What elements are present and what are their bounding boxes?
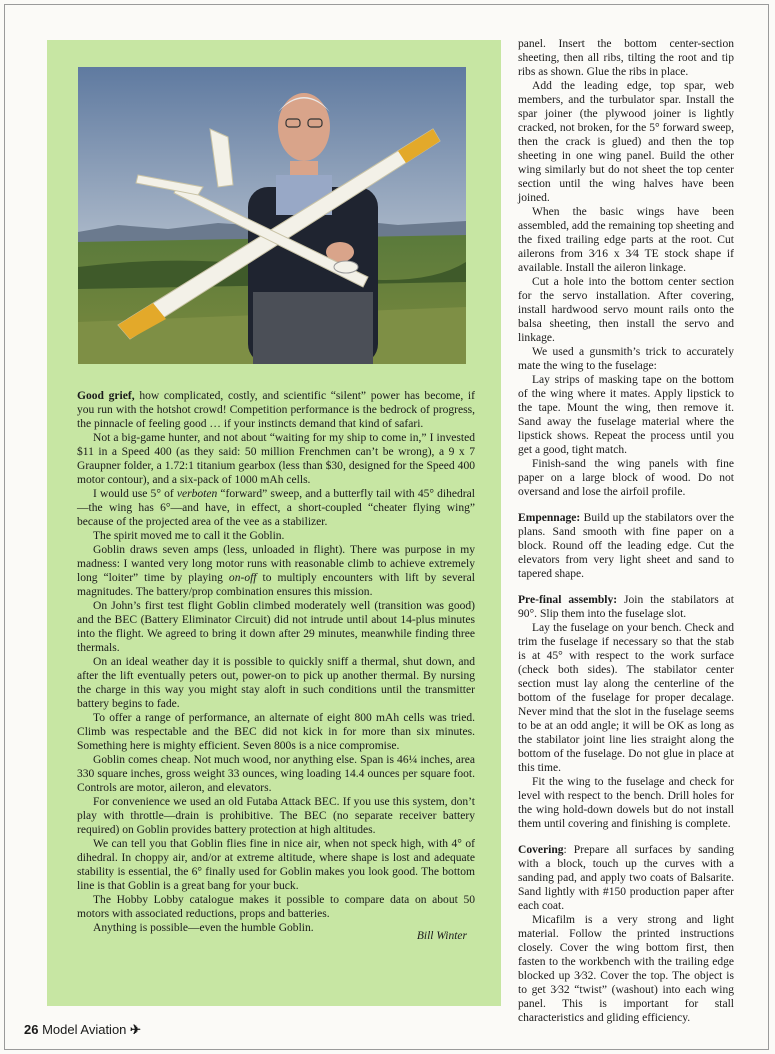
instruction-paragraph: Fit the wing to the fuselage and check for level with respect to the bench. Drill holes for the wing hold-down dowels but do not install them until covering and finishing is complete. [518,776,734,830]
byline: Bill Winter [416,930,467,942]
instruction-paragraph: Finish-sand the wing panels with fine paper on a large block of wood. Do not oversand and lose the airfoil profile. [518,458,734,498]
italic-term: on-off [228,572,257,584]
article-paragraph: The spirit moved me to call it the Goblin. [93,530,285,542]
article-paragraph: For convenience we used an old Futaba Attack BEC. If you use this system, don’t play with throttle—drain is prohibitive. The BEC (no separate receiver battery required) on Goblin provides battery protection at high altitudes. [77,796,475,836]
article-paragraph: I would use 5° of verboten “forward” sweep, and a butterfly tail with 45° dihedral—the wing has 6°—and have, in effect, a short-coupled “cheater flying wing” because of the projected area of the vee as a stabilizer. [77,488,475,528]
photo-illustration [78,67,466,364]
page-footer [24,1022,141,1038]
instruction-paragraph: panel. Insert the bottom center-section sheeting, then all ribs, tilting the root and tip ribs as shown. Glue the ribs in place. [518,38,734,78]
sidebar-box [47,40,501,1006]
page-number: 26 [24,1022,39,1037]
article-paragraph: The Hobby Lobby catalogue makes it possible to compare data on about 50 motors with associated reductions, props and batteries. [77,894,475,920]
section-heading: Pre-final assembly: [518,594,618,606]
article-paragraph: Good grief, how complicated, costly, and scientific “silent” power has become, if you run with the hotshot crowd! Competition performance is the bedrock of progress, the pinnacle of feeling good … if your instincts demand that kind of safari. [77,390,475,430]
instruction-paragraph: Add the leading edge, top spar, web members, and the turbulator spar. Install the spar joiner (the plywood joiner is lightly cracked, not broken, for the 5° forward sweep, then the crack is glued) and then the top sheeting in one wing panel. Build the other wing similarly but do not sheet the top center section until the wing halves have been joined. [518,80,734,204]
magazine-name: Model Aviation [42,1022,127,1037]
section-heading: Covering [518,844,564,856]
section-empennage: Empennage: Build up the stabilators over the plans. Sand smooth with fine paper on a block. Round off the leading edge. Cut the elevators from very light sheet and sand to tapered shape. [518,512,734,580]
italic-term: verboten [176,488,218,500]
instruction-paragraph: Micafilm is a very strong and light material. Follow the printed instructions closely. Cover the wing bottom first, then fasten to the workbench with the trailing edge blocked up 3⁄32. Cover the top. The object is to get 3⁄32 “twist” (washout) into each wing panel. This is important for stall characteristics and gliding efficiency. [518,914,734,1024]
section-heading: Empennage: [518,512,581,524]
instruction-paragraph: We used a gunsmith’s trick to accurately mate the wing to the fuselage: [518,346,734,372]
section-covering: Covering: Prepare all surfaces by sanding with a block, touch up the curves with a sanding pad, and apply two coats of Balsarite. Sand lightly with #150 production paper after each coat. [518,844,734,912]
article-paragraph: Not a big-game hunter, and not about “waiting for my ship to come in,” I invested $11 in a Speed 400 (as they said: 50 million Frenchmen can’t be wrong), a 9 x 7 Graupner folder, a 1.72:1 titanium gearbox (less than $30, designed for the Speed 400 motor contour), and a six-pack of 1000 mAh cells. [77,432,475,486]
article-paragraph: On John’s first test flight Goblin climbed moderately well (transition was good) and the BEC (Battery Eliminator Circuit) did not intrude until about 14-plus minutes into the flight. We agreed to bring it down after 29 minutes, meanwhile finding three thermals. [77,600,475,654]
plane-arrow-icon: ✈ [130,1022,141,1037]
lead-in: Good grief, [77,390,135,402]
instructions-column [518,37,734,1025]
article-paragraph: Goblin comes cheap. Not much wood, nor anything else. Span is 46¼ inches, area 330 square inches, gross weight 33 ounces, wing loading 14.4 ounces per square foot. Controls are motor, aileron, and elevators. [77,754,475,794]
article-paragraph: Goblin draws seven amps (less, unloaded in flight). There was purpose in my madness: I wanted very long motor runs with reasonable climb to achieve extremely long “loiter” time by playing on-off to multiply encounters with lift by several magnitudes. The battery/prop combination ensures this mission. [77,544,475,598]
article-paragraph: We can tell you that Goblin flies fine in nice air, when not speck high, with 4° of dihedral. In choppy air, and/or at extreme altitude, where shape is lost and adequate stability is essential, the 6° finally used for Goblin makes you look good. The bottom line is that Goblin is a great bang for your buck. [77,838,475,892]
section-pre-final-assembly: Pre-final assembly: Join the stabilators at 90°. Slip them into the fuselage slot. [518,594,734,620]
article-paragraph: Anything is possible—even the humble Goblin. [93,922,314,934]
face [278,93,330,161]
article-paragraph: To offer a range of performance, an alternate of eight 800 mAh cells was tried. Climb was respectable and the BEC did not kick in for more than six minutes. Something here is mighty efficient. Seven 800s is a nice compromise. [77,712,475,752]
instruction-paragraph: Lay strips of masking tape on the bottom of the wing where it mates. Apply lipstick to the tape. Mount the wing, then remove it. Sand away the fuselage material where the lipstick shows. Repeat the process until you get a good, tight match. [518,374,734,456]
goblin-photo [78,67,466,364]
instruction-paragraph: Cut a hole into the bottom center section for the servo installation. After covering, install hardwood servo mount rails onto the balsa sheeting, then install the servo and linkage. [518,276,734,344]
instruction-paragraph: When the basic wings have been assembled, add the remaining top sheeting and the fixed trailing edge parts at the root. Cut ailerons from 3⁄16 x 3⁄4 TE stock shape if available. Install the aileron linkage. [518,206,734,274]
article-paragraph: On an ideal weather day it is possible to quickly sniff a thermal, shut down, and after the lift eventually peters out, power-on to pick up another thermal. By nursing the charge in this way you might stay aloft in such conditions until the transmitter battery begins to fade. [77,656,475,710]
instruction-paragraph: Lay the fuselage on your bench. Check and trim the fuselage if necessary so that the stab is at 45° with respect to the work surface (check both sides). The stabilator center section must lay along the centerline of the bottom of the fuselage for proper decalage. Never mind that the slot in the fuselage seems to be at an odd angle; it will be OK as long as the stabilator joint line lies straight along the bottom of the fuselage. Do not glue in place at this time. [518,622,734,774]
article-body [77,389,475,935]
